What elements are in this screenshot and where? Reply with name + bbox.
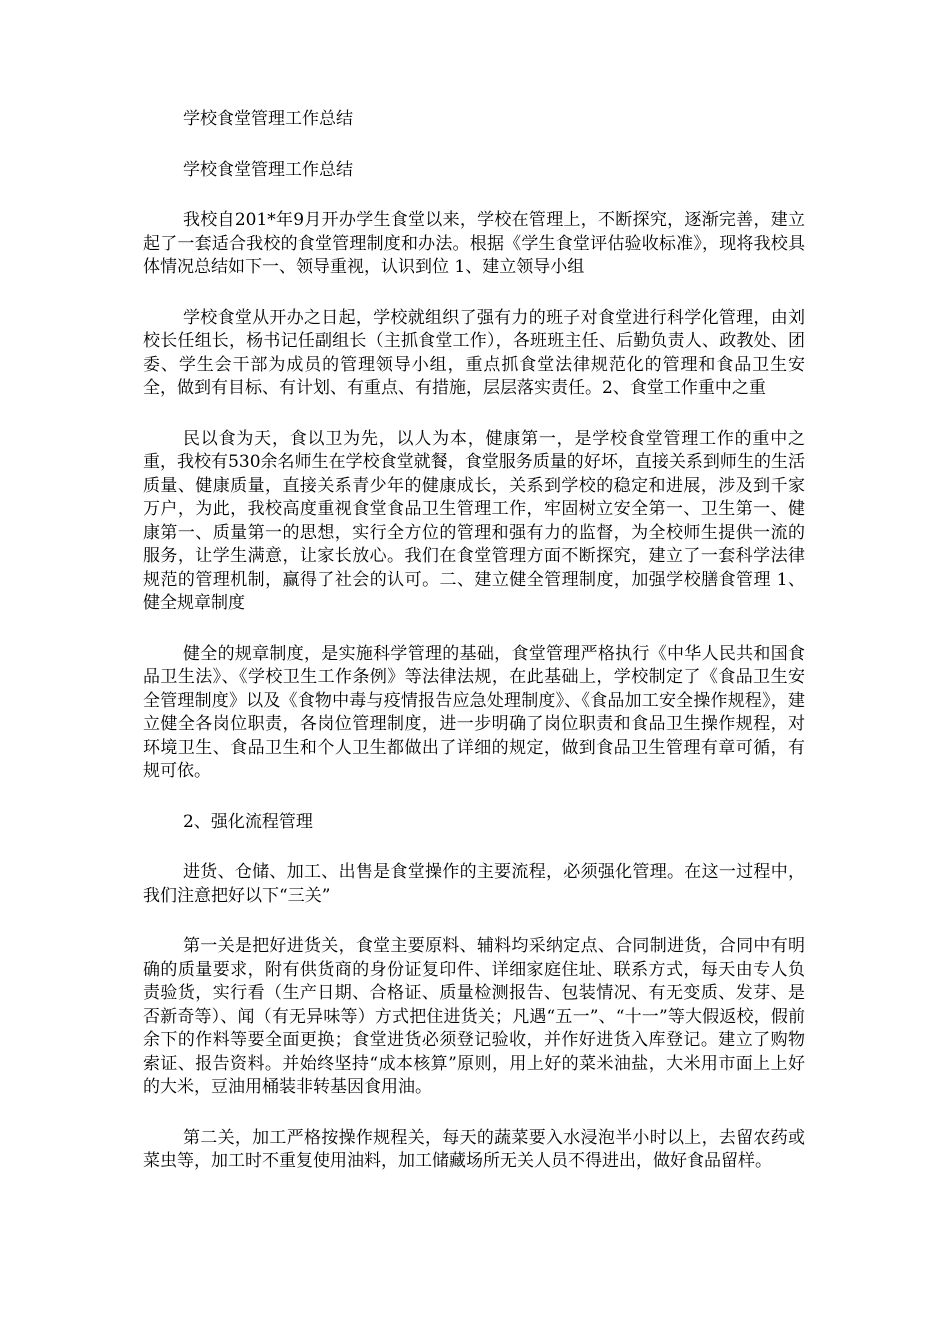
paragraph: 第一关是把好进货关，食堂主要原料、辅料均采纳定点、合同制进货，合同中有明确的质量要求，附有供货商的身份证复印件、详细家庭住址、联系方式，每天由专人负责验货，实行看（生产日期、合格证、质量检测报告、包装情况、有无变质、发芽、是否新奇等）、闻（有无异味等）方式把住进货关；凡遇“五一”、“十一”等大假返校，假前余下的作料等要全面更换；食堂进货必须登记验收，并作好进货入库登记。建立了购物索证、报告资料。并始终坚持“成本核算”原则，用上好的菜米油盐，大米用市面上上好的大米，豆油用桶装非转基因食用油。 [143, 936, 805, 1097]
section-heading: 2、强化流程管理 [183, 811, 313, 832]
paragraph: 我校自201*年9月开办学生食堂以来，学校在管理上，不断探究，逐渐完善，建立起了一套适合我校的食堂管理制度和办法。根据《学生食堂评估验收标准》，现将我校具体情况总结如下一、领导重视，认识到位 1、建立领导小组 [143, 210, 805, 277]
paragraph: 第二关，加工严格按操作规程关，每天的蔬菜要入水浸泡半小时以上，去留农药或菜虫等，加工时不重复使用油料，加工储藏场所无关人员不得进出，做好食品留样。 [143, 1127, 805, 1171]
document-subtitle: 学校食堂管理工作总结 [183, 159, 353, 180]
paragraph: 健全的规章制度，是实施科学管理的基础，食堂管理严格执行《中华人民共和国食品卫生法》、《学校卫生工作条例》等法律法规，在此基础上，学校制定了《食品卫生安全管理制度》以及《食物中毒与疫情报告应急处理制度》、《食品加工安全操作规程》，建立健全各岗位职责，各岗位管理制度，进一步明确了岗位职责和食品卫生操作规程，对环境卫生、食品卫生和个人卫生都做出了详细的规定，做到食品卫生管理有章可循，有规可依。 [143, 643, 805, 781]
paragraph: 民以食为天，食以卫为先，以人为本，健康第一，是学校食堂管理工作的重中之重，我校有530余名师生在学校食堂就餐，食堂服务质量的好坏，直接关系到师生的生活质量、健康质量，直接关系青少年的健康成长，关系到学校的稳定和进展，涉及到千家万户，为此，我校高度重视食堂食品卫生管理工作，牢固树立安全第一、卫生第一、健康第一、质量第一的思想，实行全方位的管理和强有力的监督，为全校师生提供一流的服务，让学生满意，让家长放心。我们在食堂管理方面不断探究，建立了一套科学法律规范的管理机制，赢得了社会的认可。二、建立健全管理制度，加强学校膳食管理 1、健全规章制度 [143, 428, 805, 613]
document-title: 学校食堂管理工作总结 [183, 109, 353, 129]
document-body [143, 108, 805, 1201]
paragraph: 学校食堂从开办之日起，学校就组织了强有力的班子对食堂进行科学化管理，由刘校长任组长，杨书记任副组长（主抓食堂工作），各班班主任、后勤负责人、政教处、团委、学生会干部为成员的管理领导小组，重点抓食堂法律规范化的管理和食品卫生安全，做到有目标、有计划、有重点、有措施，层层落实责任。2、食堂工作重中之重 [143, 307, 805, 398]
paragraph: 进货、仓储、加工、出售是食堂操作的主要流程，必须强化管理。在这一过程中，我们注意把好以下“三关” [143, 862, 805, 906]
